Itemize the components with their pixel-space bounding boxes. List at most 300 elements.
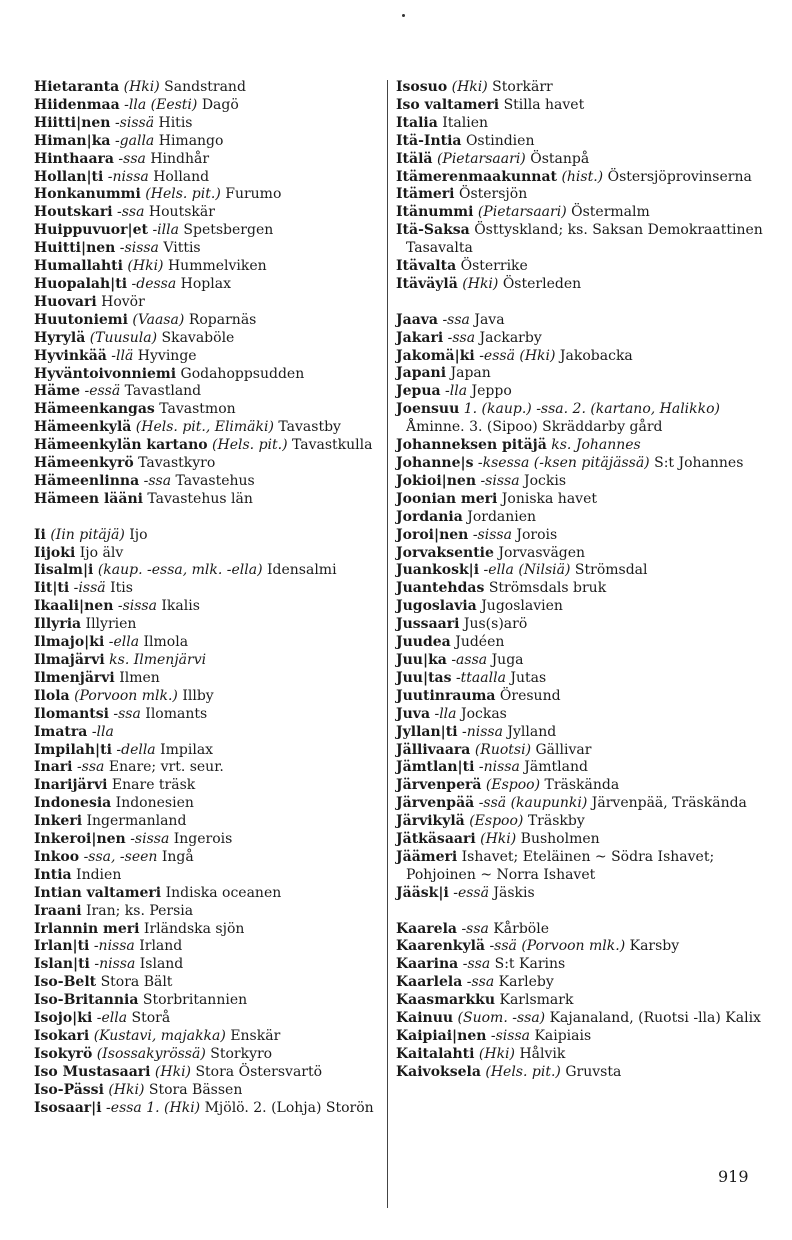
entry-headword: Jepua (396, 383, 441, 400)
entry-translation: Storkärr (492, 79, 553, 95)
entry-translation: Illyrien (85, 616, 137, 633)
entry-translation: Jäskis (493, 884, 535, 901)
entry-headword: Jordania (396, 508, 463, 525)
entry-translation: Tavastland (124, 383, 202, 400)
dictionary-entry (396, 115, 768, 133)
entry-headword: Ikaali|nen (34, 598, 114, 615)
dictionary-entry (396, 921, 768, 939)
entry-grammar-note: -ssä (Porvoon mlk.) (489, 938, 626, 955)
entry-headword: Itävalta (396, 258, 457, 275)
entry-headword: Honkanummi (34, 186, 141, 203)
entry-headword: Ilmenjärvi (34, 669, 115, 686)
entry-grammar-note: (Hki) (123, 79, 160, 95)
entry-translation: Öresund (499, 687, 561, 704)
entry-translation: Ingerois (173, 831, 233, 848)
dictionary-entry (396, 706, 768, 724)
entry-headword: Irlan|ti (34, 938, 90, 955)
dictionary-entry (396, 1010, 768, 1028)
entry-headword: Kaarina (396, 956, 459, 973)
dictionary-entry (34, 956, 380, 974)
dictionary-entry (396, 885, 768, 903)
entry-headword: Jakomä|ki (396, 347, 475, 364)
entry-headword: Intia (34, 866, 72, 883)
entry-headword: Hämeenkyrö (34, 455, 134, 472)
entry-grammar-note: -ssa (143, 472, 172, 489)
entry-headword: Italia (396, 114, 438, 131)
entry-translation: S:t Johannes (654, 455, 744, 472)
dictionary-entry (396, 1064, 768, 1082)
dictionary-entry (396, 813, 768, 831)
entry-grammar-note: -ssa (113, 705, 141, 722)
entry-translation: Träskända (544, 777, 620, 794)
dictionary-entry (396, 956, 768, 974)
entry-translation: Åminne. 3. (Sipoo) Skräddarby gård (406, 419, 663, 436)
dictionary-entry (396, 580, 768, 598)
dictionary-entry (34, 742, 380, 760)
dictionary-entry (34, 831, 380, 849)
entry-headword: Jämtlan|ti (396, 759, 475, 776)
entry-headword: Juva (396, 705, 431, 722)
entry-headword: Huovari (34, 293, 97, 310)
entry-translation: Itis (110, 580, 133, 597)
entry-translation: Japan (450, 365, 491, 382)
dictionary-entry (34, 938, 380, 956)
entry-grammar-note: (Espoo) (469, 813, 524, 830)
dictionary-entry (34, 473, 380, 491)
entry-translation: S:t Karins (494, 956, 566, 973)
dictionary-entry (396, 97, 768, 115)
entry-headword: Irlannin meri (34, 920, 140, 937)
dictionary-entry (34, 115, 380, 133)
entry-headword: Hinthaara (34, 150, 114, 167)
entry-grammar-note: -lla (434, 705, 457, 722)
dictionary-entry (396, 598, 768, 616)
entry-translation: Ikalis (161, 598, 200, 615)
dictionary-entry (34, 580, 380, 598)
entry-headword: Järvenpää (396, 795, 475, 812)
dictionary-entry (396, 348, 768, 366)
entry-grammar-note: -ssa (462, 956, 491, 973)
column-divider (387, 80, 388, 1208)
entry-translation: Enskär (230, 1028, 281, 1045)
entry-headword: Hiidenmaa (34, 96, 120, 113)
entry-translation: Stora Bässen (148, 1081, 243, 1098)
entry-grammar-note: -llä (111, 347, 134, 364)
entry-headword: Hämeenlinna (34, 472, 140, 489)
entry-translation: Östermalm (571, 204, 650, 221)
entry-headword: Imatra (34, 723, 88, 740)
entry-grammar-note: (Hki) (480, 831, 517, 848)
entry-headword: Häme (34, 383, 81, 400)
dictionary-entry (396, 151, 768, 169)
entry-grammar-note: (Hels. pit.) (145, 186, 221, 203)
entry-translation: Jockis (524, 472, 567, 489)
entry-headword: Isokyrö (34, 1045, 93, 1062)
entry-headword: Järvikylä (396, 813, 465, 830)
entry-grammar-note: ks. Ilmenjärvi (109, 651, 207, 668)
dictionary-entry (34, 813, 380, 831)
dictionary-entry (34, 992, 380, 1010)
entry-grammar-note: -ssa (461, 920, 489, 937)
entry-translation: Tavastkyro (138, 455, 216, 472)
entry-grammar-note: -essä (453, 884, 489, 901)
entry-translation: Hindhår (150, 150, 210, 167)
entry-translation: Impilax (160, 741, 214, 758)
dictionary-entry (396, 204, 768, 222)
entry-translation: Spetsbergen (183, 222, 274, 239)
entry-headword: Isojo|ki (34, 1010, 93, 1027)
entry-headword: Iso-Britannia (34, 992, 139, 1009)
entry-headword: Isosuo (396, 79, 448, 95)
entry-translation: Irländska sjön (143, 920, 245, 937)
entry-translation: Östersjön (458, 186, 528, 203)
entry-translation: Java (474, 311, 505, 328)
dictionary-entry (34, 133, 380, 151)
entry-translation: Ostindien (465, 132, 535, 149)
entry-headword: Huopalah|ti (34, 275, 128, 292)
entry-grammar-note: -ssa (76, 759, 105, 776)
dictionary-entry (396, 795, 768, 813)
entry-grammar-note: -ssa (117, 204, 145, 221)
entry-translation: Furumo (225, 186, 282, 203)
dictionary-entry (396, 1046, 768, 1064)
entry-translation: Juga (491, 651, 524, 668)
entry-grammar-note: (Hki) (478, 1045, 515, 1062)
entry-headword: Johanneksen pitäjä (396, 437, 547, 454)
entry-headword: Inkeroi|nen (34, 831, 126, 848)
entry-translation: Jorois (516, 526, 558, 543)
entry-grammar-note: (Pietarsaari) (436, 150, 526, 167)
entry-translation: Strömsdal (574, 562, 648, 579)
entry-headword: Kaarela (396, 920, 457, 937)
entry-translation: Idensalmi (267, 562, 337, 579)
entry-translation: Ilomants (145, 705, 208, 722)
entry-grammar-note: -nissa (461, 723, 503, 740)
entry-headword: Iisalm|i (34, 562, 94, 579)
entry-headword: Jäämeri (396, 848, 458, 865)
entry-grammar-note: -dessa (131, 275, 177, 292)
entry-headword: Isokari (34, 1028, 90, 1045)
entry-grammar-note: (Porvoon mlk.) (74, 687, 178, 704)
entry-headword: Ilmajärvi (34, 651, 105, 668)
entry-headword: Kaivoksela (396, 1063, 481, 1080)
entry-headword: Iso valtameri (396, 96, 500, 113)
entry-translation: Tavastehus (175, 472, 255, 489)
entry-translation: Enare; vrt. seur. (108, 759, 224, 776)
entry-translation: Iran; ks. Persia (86, 902, 194, 919)
dictionary-entry (34, 652, 380, 670)
entry-headword: Kaitalahti (396, 1045, 475, 1062)
entry-headword: Hämeenkangas (34, 401, 155, 418)
entry-headword: Hyväntoivonniemi (34, 365, 177, 382)
dictionary-entry (34, 777, 380, 795)
entry-translation: Jeppo (471, 383, 512, 400)
entry-headword: Japani (396, 365, 447, 382)
entry-translation: Karlsmark (499, 992, 574, 1009)
dictionary-entry (396, 509, 768, 527)
entry-translation: Tavastkulla (292, 437, 373, 454)
entry-grammar-note: -lla (445, 383, 468, 400)
entry-grammar-note: -ksessa (-ksen pitäjässä) (477, 455, 650, 472)
entry-grammar-note: -nissa (107, 168, 149, 185)
entry-headword: Itämeri (396, 186, 455, 203)
entry-grammar-note: -ella (Nilsiä) (483, 562, 571, 579)
entry-translation: Storkyro (210, 1045, 273, 1062)
entry-translation: Busholmen (520, 831, 600, 848)
dictionary-entry (34, 79, 380, 97)
dictionary-entry (396, 491, 768, 509)
entry-translation: Storbritannien (142, 992, 248, 1009)
entry-headword: Hietaranta (34, 79, 120, 95)
entry-headword: Hämeenkylän kartano (34, 437, 208, 454)
entry-grammar-note: (Iin pitäjä) (50, 526, 125, 543)
entry-grammar-note: (Hki) (108, 1081, 145, 1098)
entry-headword: Kaarenkylä (396, 938, 485, 955)
entry-translation: Ilmen (119, 669, 160, 686)
entry-translation: Jockas (460, 705, 507, 722)
entry-grammar-note: -ssä (kaupunki) (478, 795, 588, 812)
entry-translation: Hummelviken (167, 258, 267, 275)
dictionary-entry (34, 294, 380, 312)
dictionary-entry (34, 222, 380, 240)
entry-headword: Humallahti (34, 258, 123, 275)
dictionary-entry (396, 455, 768, 473)
dictionary-entry (396, 777, 768, 795)
entry-grammar-note: (Vaasa) (132, 311, 185, 328)
dictionary-entry (34, 903, 380, 921)
entry-translation: Ingermanland (86, 813, 187, 830)
entry-translation: Österleden (502, 275, 582, 292)
dictionary-entry (34, 330, 380, 348)
entry-headword: Intian valtameri (34, 884, 162, 901)
entry-headword: Inkeri (34, 813, 83, 830)
entry-headword: Huippuvuor|et (34, 222, 148, 239)
dictionary-entry (396, 258, 768, 276)
dictionary-entry (34, 885, 380, 903)
entry-translation: Jämtland (524, 759, 588, 776)
entry-headword: Itänummi (396, 204, 474, 221)
entry-grammar-note: -ella (108, 634, 140, 651)
entry-translation: Tavastby (278, 419, 341, 436)
entry-grammar-note: -ttaalla (455, 669, 506, 686)
entry-headword: Hyvinkää (34, 347, 107, 364)
entry-headword: Juu|tas (396, 669, 452, 686)
dictionary-entry (396, 759, 768, 777)
entry-grammar-note: -sissa (119, 240, 159, 257)
entry-headword: Iso Mustasaari (34, 1063, 151, 1080)
dictionary-column-right (396, 79, 768, 1082)
dictionary-entry (34, 616, 380, 634)
entry-headword: Jyllan|ti (396, 723, 458, 740)
entry-headword: Ii (34, 526, 46, 543)
entry-headword: Islan|ti (34, 956, 90, 973)
entry-headword: Järvenperä (396, 777, 482, 794)
entry-grammar-note: -essä (84, 383, 121, 400)
entry-grammar-note: -ssa (118, 150, 146, 167)
entry-translation: Ijo (129, 526, 148, 543)
entry-headword: Inari (34, 759, 73, 776)
dictionary-entry (34, 795, 380, 813)
entry-headword: Houtskari (34, 204, 113, 221)
entry-translation: Ingå (161, 848, 194, 865)
dictionary-entry (34, 383, 380, 401)
entry-headword: Inkoo (34, 848, 80, 865)
entry-headword: Jaava (396, 311, 438, 328)
entry-headword: Hiitti|nen (34, 114, 111, 131)
dictionary-entry (34, 437, 380, 455)
entry-translation: Kårböle (493, 920, 549, 937)
dictionary-entry (396, 312, 768, 330)
entry-translation: Östersjöprovinserna (607, 168, 752, 185)
entry-headword: Juudea (396, 634, 451, 651)
entry-headword: Iraani (34, 902, 82, 919)
entry-translation: Ishavet; Eteläinen ~ Södra Ishavet; Pohjoinen ~ Norra Ishavet (406, 848, 715, 883)
entry-headword: Itä-Saksa (396, 222, 470, 239)
entry-grammar-note: (Suom. -ssa) (457, 1010, 546, 1027)
entry-translation: Skavaböle (161, 329, 235, 346)
entry-grammar-note: (Tuusula) (89, 329, 158, 346)
dictionary-entry (396, 831, 768, 849)
entry-grammar-note: -nissa (94, 956, 136, 973)
entry-translation: Godahoppsudden (180, 365, 305, 382)
entry-translation: Strömsdals bruk (488, 580, 607, 597)
dictionary-entry (34, 348, 380, 366)
dictionary-entry (396, 652, 768, 670)
dictionary-entry (396, 437, 768, 455)
dictionary-entry (34, 670, 380, 688)
entry-headword: Jussaari (396, 616, 460, 633)
dictionary-entry (396, 186, 768, 204)
entry-grammar-note: -lla (91, 723, 114, 740)
entry-headword: Illyria (34, 616, 82, 633)
dictionary-entry (34, 169, 380, 187)
dictionary-entry (34, 974, 380, 992)
entry-headword: Itäväylä (396, 275, 458, 292)
entry-headword: Juantehdas (396, 580, 485, 597)
entry-translation: Ijo älv (79, 544, 124, 561)
entry-headword: Jugoslavia (396, 598, 477, 615)
entry-grammar-note: -sissa (490, 1028, 530, 1044)
entry-translation: Jakobacka (559, 347, 633, 364)
entry-grammar-note: 1. (kaup.) -ssa. 2. (kartano, Halikko) (463, 401, 721, 418)
entry-headword: Ilomantsi (34, 705, 109, 722)
entry-grammar-note: (Hels. pit.) (212, 437, 288, 454)
entry-headword: Johanne|s (396, 455, 474, 472)
entry-translation: Stora Bält (100, 974, 173, 991)
entry-translation: Jordanien (467, 508, 537, 525)
entry-translation: Karleby (498, 974, 554, 991)
entry-translation: Irland (139, 938, 183, 955)
entry-translation: Sandstrand (164, 79, 246, 95)
entry-translation: Jutas (510, 669, 547, 686)
dictionary-entry (34, 401, 380, 419)
entry-translation: Stora Östersvartö (195, 1063, 323, 1080)
dictionary-column-left (34, 79, 380, 1118)
entry-grammar-note: -sissa (472, 526, 512, 543)
page-number: 919 (718, 1167, 749, 1186)
dictionary-entry (34, 598, 380, 616)
entry-headword: Kaasmarkku (396, 992, 496, 1009)
entry-translation: Jus(s)arö (463, 616, 528, 633)
dictionary-entry (396, 169, 768, 187)
entry-grammar-note: -sissa (117, 598, 157, 615)
entry-grammar-note: (Kustavi, majakka) (93, 1028, 226, 1045)
dictionary-entry (396, 688, 768, 706)
dictionary-entry (396, 562, 768, 580)
entry-grammar-note: (Espoo) (485, 777, 541, 794)
entry-grammar-note: -sissä (114, 114, 155, 131)
dictionary-entry (34, 258, 380, 276)
entry-grammar-note: (Hels. pit.) (485, 1063, 561, 1080)
entry-grammar-note: -sissa (130, 831, 170, 848)
entry-translation: Gruvsta (565, 1063, 622, 1080)
entry-grammar-note: (Hki) (127, 258, 164, 275)
entry-translation: Himango (158, 132, 224, 149)
entry-translation: Kaipiais (534, 1028, 592, 1044)
entry-headword: Huutoniemi (34, 311, 128, 328)
dictionary-entry (34, 1010, 380, 1028)
dictionary-entry (34, 1100, 380, 1118)
dictionary-entry (34, 491, 380, 509)
dictionary-entry (34, 312, 380, 330)
dictionary-entry (34, 562, 380, 580)
dictionary-entry (34, 921, 380, 939)
entry-translation: Vittis (163, 240, 201, 257)
entry-translation: Roparnäs (188, 311, 257, 328)
entry-grammar-note: -essa 1. (Hki) (106, 1099, 201, 1116)
dictionary-entry (34, 204, 380, 222)
entry-grammar-note: (hist.) (561, 168, 604, 185)
entry-grammar-note: (Isossakyrössä) (96, 1045, 206, 1062)
entry-grammar-note: (Hki) (462, 275, 499, 292)
dictionary-entry (396, 992, 768, 1010)
dictionary-entry (396, 133, 768, 151)
entry-grammar-note: -assa (451, 651, 488, 668)
dictionary-entry (34, 186, 380, 204)
entry-grammar-note: -sissa (480, 472, 520, 489)
entry-headword: Itämerenmaakunnat (396, 168, 557, 185)
entry-headword: Ilola (34, 687, 70, 704)
entry-translation: Dagö (201, 96, 239, 113)
dictionary-entry (396, 849, 768, 885)
entry-grammar-note: -della (116, 741, 156, 758)
dictionary-entry (396, 634, 768, 652)
entry-translation: Indiska oceanen (165, 884, 282, 901)
dictionary-entry (396, 974, 768, 992)
entry-translation: Stilla havet (503, 96, 585, 113)
dictionary-entry (396, 383, 768, 401)
entry-headword: Juutinrauma (396, 687, 496, 704)
entry-headword: Jokioi|nen (396, 472, 476, 489)
dictionary-entry (396, 616, 768, 634)
entry-translation: Östanpå (530, 150, 590, 167)
dictionary-entry (34, 151, 380, 169)
entry-grammar-note: -ella (96, 1010, 128, 1027)
dictionary-entry (34, 867, 380, 885)
entry-translation: Hålvik (519, 1045, 566, 1062)
dictionary-entry (34, 688, 380, 706)
dictionary-entry (34, 849, 380, 867)
entry-translation: Hitis (158, 114, 193, 131)
entry-headword: Hyrylä (34, 329, 86, 346)
entry-grammar-note: -ssa (442, 311, 470, 328)
dictionary-entry (34, 240, 380, 258)
dictionary-entry (396, 79, 768, 97)
entry-headword: Jorvaksentie (396, 544, 494, 561)
entry-grammar-note: -ssa (466, 974, 495, 991)
dictionary-entry (34, 706, 380, 724)
entry-headword: Inarijärvi (34, 777, 108, 794)
